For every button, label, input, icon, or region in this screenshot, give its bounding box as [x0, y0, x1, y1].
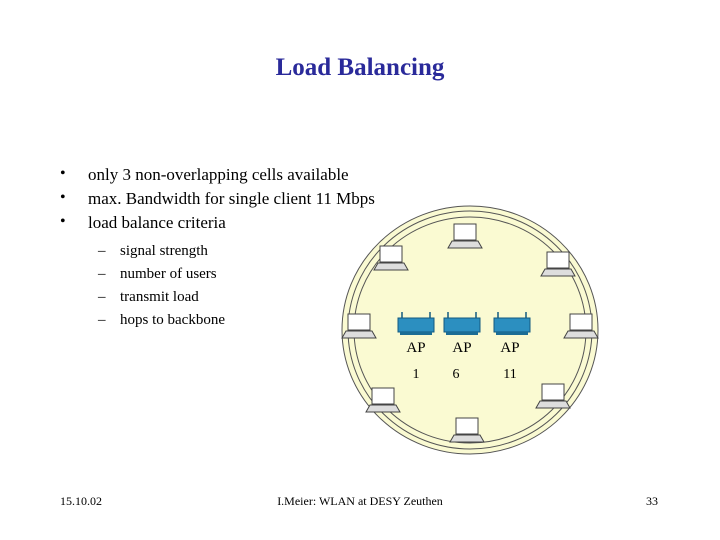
bullet-marker: • — [60, 213, 66, 230]
channel-label: 11 — [503, 367, 517, 382]
ap-label: AP — [500, 340, 520, 356]
page-number: 33 — [646, 494, 658, 508]
sub-bullet-text: signal strength — [120, 243, 208, 259]
bullet-text: load balance criteria — [88, 213, 226, 232]
footer-author: I.Meier: WLAN at DESY Zeuthen — [277, 494, 443, 508]
sub-bullet-marker: – — [98, 266, 106, 282]
channel-label: 1 — [412, 367, 420, 382]
slide-title: Load Balancing — [275, 54, 445, 81]
bullet-marker: • — [60, 189, 66, 206]
ap-label: AP — [452, 340, 472, 356]
bullet-marker: • — [60, 165, 66, 182]
ap-label: AP — [406, 340, 426, 356]
bullet-text: max. Bandwidth for single client 11 Mbps — [88, 189, 375, 208]
footer-date: 15.10.02 — [60, 494, 102, 508]
bullet-text: only 3 non-overlapping cells available — [88, 165, 349, 184]
sub-bullet-marker: – — [98, 312, 106, 328]
channel-label: 6 — [452, 367, 460, 382]
sub-bullet-text: transmit load — [120, 289, 199, 305]
sub-bullet-marker: – — [98, 243, 106, 259]
sub-bullet-text: number of users — [120, 266, 217, 282]
sub-bullet-text: hops to backbone — [120, 312, 225, 328]
sub-bullet-marker: – — [98, 289, 106, 305]
